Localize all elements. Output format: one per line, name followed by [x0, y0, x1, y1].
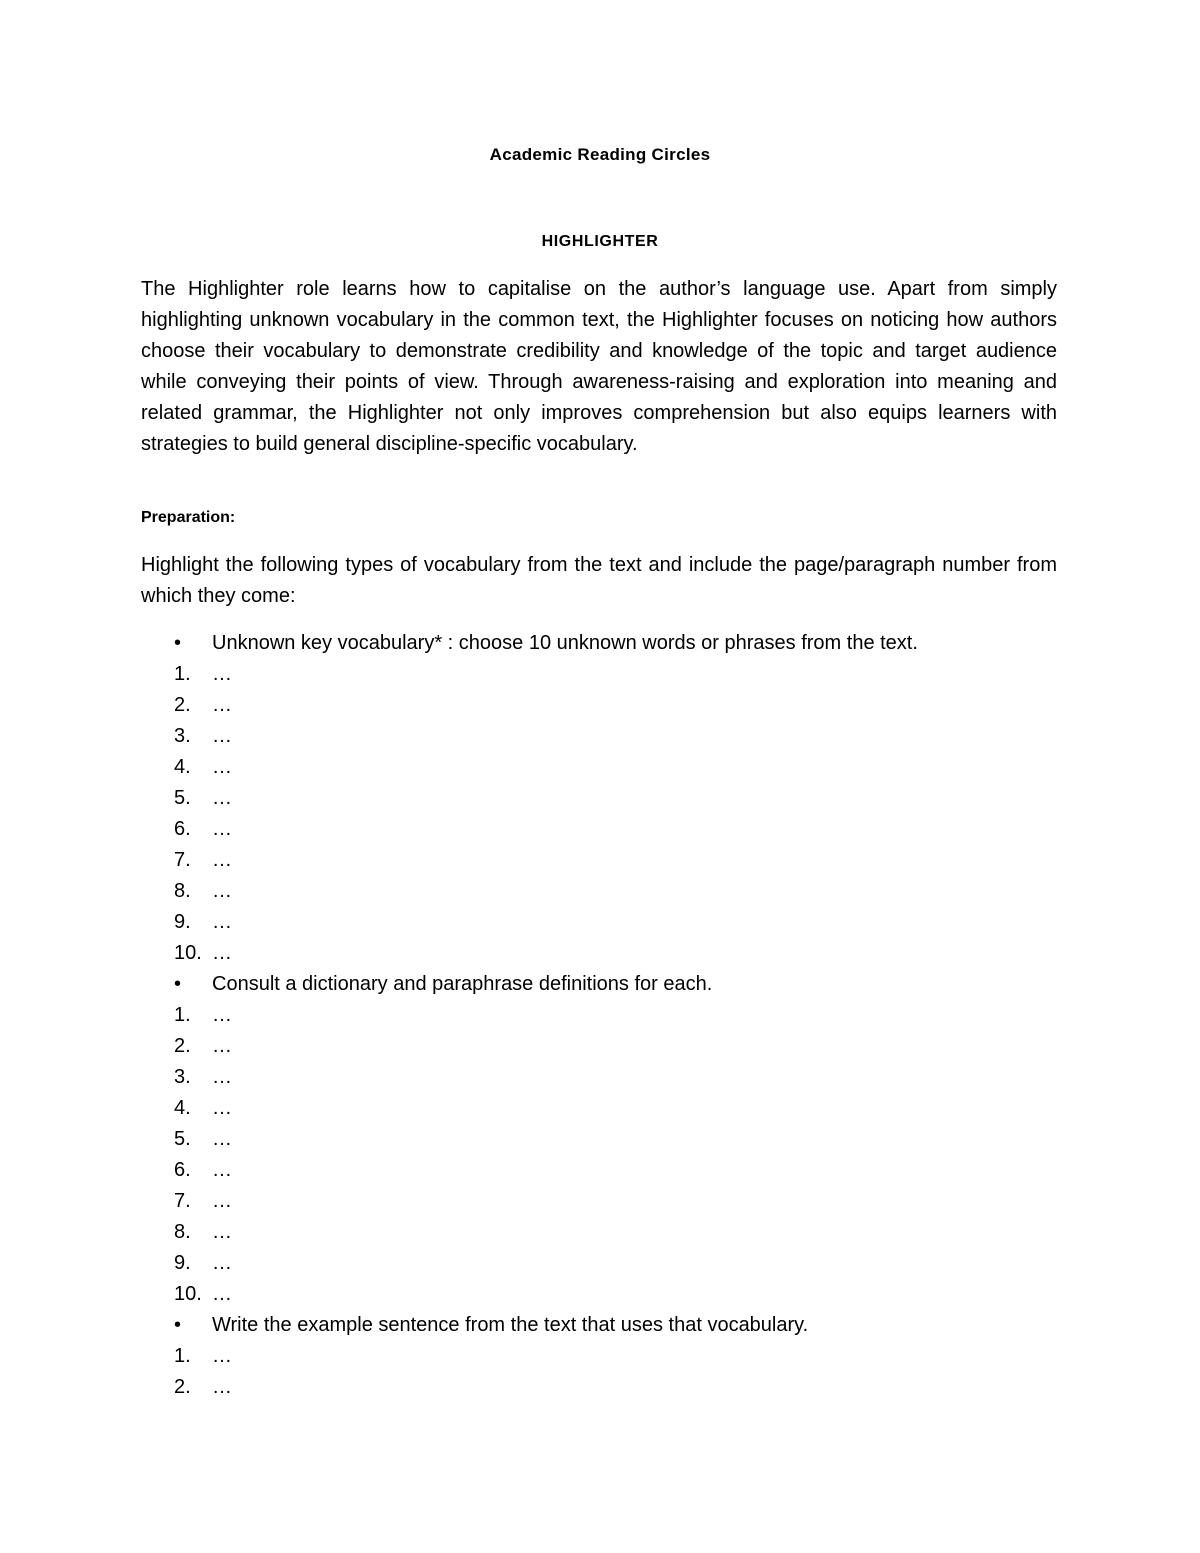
list-item-number: 1.: [174, 1345, 191, 1367]
list-item-number: 1.: [174, 663, 191, 685]
list-item-value: …: [212, 1283, 232, 1305]
list-item-number: 5.: [174, 1128, 191, 1150]
list-item-value: …: [212, 1376, 232, 1398]
document-title: Academic Reading Circles: [489, 145, 711, 164]
bullet-example-sentence: Write the example sentence from the text that uses that vocabulary.: [212, 1314, 809, 1336]
list-item-number: 2.: [174, 1376, 191, 1398]
list-item-number: 3.: [174, 725, 191, 747]
list-item-value: …: [212, 880, 232, 902]
list-item-number: 1.: [174, 1004, 191, 1026]
list-item-value: …: [212, 1004, 232, 1026]
bullet-dot: •: [174, 632, 182, 654]
list-item-value: …: [212, 818, 232, 840]
list-item-number: 9.: [174, 911, 191, 933]
intro-paragraph: The Highlighter role learns how to capitalise on the author’s language use. Apart from simply highlighting unknown vocabulary in the common text, the Highlighter focuses on noticing how authors choose their vocabulary to demonstrate credibility and knowledge of the topic and target audience while conveying their points of view. Through awareness-raising and exploration into meaning and related grammar, the Highlighter not only improves comprehension but also equips learners with strategies to build general discipline-specific vocabulary.: [141, 278, 1057, 455]
list-item-value: …: [212, 1097, 232, 1119]
list-item-value: …: [212, 942, 232, 964]
list-item-number: 9.: [174, 1252, 191, 1274]
list-item-number: 6.: [174, 818, 191, 840]
list-item-number: 3.: [174, 1066, 191, 1088]
list-item-number: 10.: [174, 942, 202, 964]
list-item-value: …: [212, 663, 232, 685]
list-item-value: …: [212, 1221, 232, 1243]
list-item-value: …: [212, 694, 232, 716]
list-item-value: …: [212, 1252, 232, 1274]
list-item-number: 2.: [174, 694, 191, 716]
list-item-value: …: [212, 1128, 232, 1150]
list-item-value: …: [212, 1345, 232, 1367]
bullet-dot: •: [174, 973, 182, 995]
list-item-number: 6.: [174, 1159, 191, 1181]
list-item-number: 8.: [174, 1221, 191, 1243]
list-item-number: 4.: [174, 1097, 191, 1119]
list-item-value: …: [212, 1035, 232, 1057]
preparation-label: Preparation:: [141, 509, 236, 526]
list-item-value: …: [212, 1066, 232, 1088]
list-item-value: …: [212, 849, 232, 871]
list-item-number: 7.: [174, 1190, 191, 1212]
bullet-dot: •: [174, 1314, 182, 1336]
list-item-number: 8.: [174, 880, 191, 902]
list-item-value: …: [212, 911, 232, 933]
role-heading: HIGHLIGHTER: [541, 233, 659, 250]
bullet-unknown-vocabulary: Unknown key vocabulary* : choose 10 unknown words or phrases from the text.: [212, 632, 918, 654]
list-item-number: 5.: [174, 787, 191, 809]
preparation-instruction: Highlight the following types of vocabulary from the text and include the page/paragraph number from which they come:: [141, 554, 1057, 607]
list-item-number: 7.: [174, 849, 191, 871]
list-item-number: 2.: [174, 1035, 191, 1057]
list-item-value: …: [212, 1159, 232, 1181]
list-item-value: …: [212, 787, 232, 809]
list-item-value: …: [212, 1190, 232, 1212]
list-item-number: 10.: [174, 1283, 202, 1305]
list-item-value: …: [212, 756, 232, 778]
list-item-value: …: [212, 725, 232, 747]
bullet-consult-dictionary: Consult a dictionary and paraphrase definitions for each.: [212, 973, 713, 995]
list-item-number: 4.: [174, 756, 191, 778]
